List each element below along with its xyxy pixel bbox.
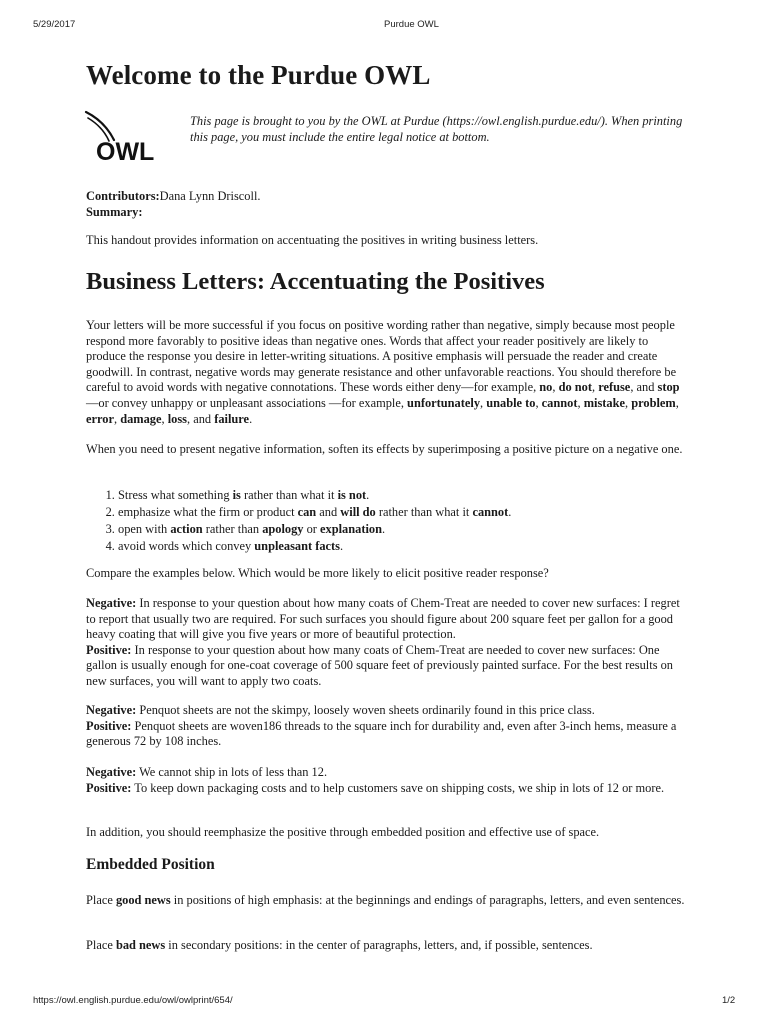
footer-page-number: 1/2 (722, 995, 736, 1006)
emphasis-text: explanation (320, 522, 382, 536)
text-run: rather than what it (375, 505, 473, 519)
emphasis-text: is not (337, 488, 367, 502)
text-run: , (552, 380, 559, 395)
text-run: . (366, 488, 370, 502)
contributors-label: Contributors: (86, 189, 160, 203)
text-run: , (625, 395, 632, 410)
emphasis-text: do not (558, 380, 592, 395)
list-item (118, 487, 678, 504)
emphasis-text: good news (115, 893, 171, 907)
print-date: 5/29/2017 (33, 19, 76, 30)
text-run: rather than (202, 522, 263, 536)
example-chem-treat (86, 596, 690, 690)
emphasis-text: action (170, 522, 203, 536)
intro-paragraph (86, 318, 690, 427)
text-run: and (316, 505, 341, 519)
emphasis-text: Negative: (86, 596, 137, 610)
text-run: —or convey unhappy or unpleasant associations —for example, (86, 395, 408, 410)
footer-url[interactable]: https://owl.english.purdue.edu/owl/owlprint/654/ (33, 995, 233, 1006)
text-run: , (113, 411, 121, 426)
text-run: Penquot sheets are woven186 threads to the square inch for durability and, even after 3-inch hems, measure a generous 72 by 108 inches. (86, 718, 677, 749)
text-run: In response to your question about how many coats of Chem-Treat are needed to cover new surfaces: One gallon is usually enough for one-coat coverage of 500 square feet of previously painted surface. For the best results on new surfaces, you will want to apply two coats. (86, 642, 674, 688)
text-run: . (340, 539, 344, 553)
emphasis-text: Positive: (86, 780, 132, 795)
emphasis-text: unfortunately (407, 395, 481, 410)
emphasis-text: can (297, 505, 317, 519)
emphasis-text: Negative: (86, 765, 137, 779)
emphasis-text: cannot (541, 395, 578, 410)
text-run: , (161, 411, 168, 426)
summary-line (86, 204, 260, 220)
addition-paragraph: In addition, you should reemphasize the positive through embedded position and effective use of space. (86, 825, 600, 839)
owl-logo-icon (84, 108, 174, 168)
text-run: To keep down packaging costs and to help customers save on shipping costs, we ship in lots of 12 or more. (131, 780, 665, 795)
emphasis-text: error (86, 411, 114, 426)
emphasis-text: damage (120, 411, 162, 426)
positive-tips-list (86, 487, 678, 555)
emphasis-text: refuse (598, 380, 631, 395)
contributors-line (86, 188, 260, 204)
text-run: , (480, 395, 487, 410)
text-run: , and (187, 411, 215, 426)
emphasis-text: apology (262, 522, 304, 536)
emphasis-text: will do (340, 505, 376, 519)
text-run: or (303, 522, 321, 536)
text-run: . (508, 505, 512, 519)
text-run: avoid words which convey (118, 539, 255, 553)
text-run: in positions of high emphasis: at the beginnings and endings of paragraphs, letters, and even sentences. (170, 893, 685, 907)
compare-paragraph: Compare the examples below. Which would be more likely to elicit positive reader response? (86, 566, 549, 580)
contributors-value: Dana Lynn Driscoll. (159, 189, 261, 203)
text-run: . (382, 522, 386, 536)
emphasis-text: failure (214, 411, 250, 426)
emphasis-text: unpleasant facts (254, 539, 340, 553)
print-site-title: Purdue OWL (384, 19, 439, 30)
text-run: open with (118, 522, 171, 536)
section-title-embedded-position: Embedded Position (86, 856, 215, 873)
article-title: Business Letters: Accentuating the Positives (86, 268, 545, 295)
text-run: , (535, 395, 542, 410)
emphasis-text: stop (657, 380, 680, 395)
text-run: Place (86, 938, 116, 952)
svg-text:OWL: OWL (96, 138, 155, 166)
bad-news-paragraph (86, 938, 690, 954)
good-news-paragraph (86, 893, 690, 909)
list-item (118, 504, 678, 521)
text-run: , (591, 380, 599, 395)
text-run: . (249, 411, 253, 426)
emphasis-text: cannot (472, 505, 509, 519)
emphasis-text: Negative: (86, 703, 137, 717)
example-penquot (86, 703, 690, 750)
owl-logo (84, 108, 174, 168)
example-shipping (86, 765, 690, 796)
emphasis-text: loss (167, 411, 187, 426)
text-run: in secondary positions: in the center of paragraphs, letters, and, if possible, sentences. (165, 938, 593, 952)
legal-notice: This page is brought to you by the OWL at Purdue (https://owl.english.purdue.edu/). When printing this page, you must include the entire legal notice at bottom. (190, 114, 683, 144)
emphasis-text: unable to (486, 395, 536, 410)
list-item (118, 521, 678, 538)
text-run: , (577, 395, 584, 410)
emphasis-text: no (539, 380, 553, 395)
text-run: , (675, 395, 679, 410)
text-run: In response to your question about how many coats of Chem-Treat are needed to cover new surfaces: I regret to report that usually two are required. For such surfaces you should figure about 200 square feet per gallon for a good heavy coating that will give you five years or more of beautiful protection. (86, 596, 680, 642)
emphasis-text: Positive: (86, 718, 132, 733)
summary-text: This handout provides information on accentuating the positives in writing business letters. (86, 233, 539, 247)
text-run: We cannot ship in lots of less than 12. (136, 765, 328, 779)
emphasis-text: is (232, 488, 241, 502)
text-run: rather than what it (240, 488, 338, 502)
text-run: Penquot sheets are not the skimpy, loosely woven sheets ordinarily found in this price class. (136, 703, 595, 717)
emphasis-text: problem (631, 395, 676, 410)
text-run: , and (630, 380, 658, 395)
emphasis-text: bad news (115, 938, 166, 952)
emphasis-text: Positive: (86, 642, 132, 657)
list-item (118, 538, 678, 555)
text-run: emphasize what the firm or product (118, 505, 298, 519)
emphasis-text: mistake (583, 395, 625, 410)
welcome-title: Welcome to the Purdue OWL (86, 60, 431, 90)
text-run: Your letters will be more successful if you focus on positive wording rather than negative, simply because most people respond more favorably to positive ideas than negative ones. Words that affect your reader positively are likely to produce the response you desire in letter-writing situations. A positive emphasis will persuade the reader and create goodwill. In contrast, negative words may generate resistance and other unfavorable reactions. You should therefore be careful to avoid words with negative connotations. These words either deny—for example, (86, 318, 677, 395)
text-run: Stress what something (118, 488, 233, 502)
negative-info-paragraph: When you need to present negative information, soften its effects by superimposing a positive picture on a negative one. (86, 442, 683, 456)
text-run: Place (86, 893, 116, 907)
meta-block (86, 188, 260, 220)
summary-label: Summary: (86, 205, 143, 219)
